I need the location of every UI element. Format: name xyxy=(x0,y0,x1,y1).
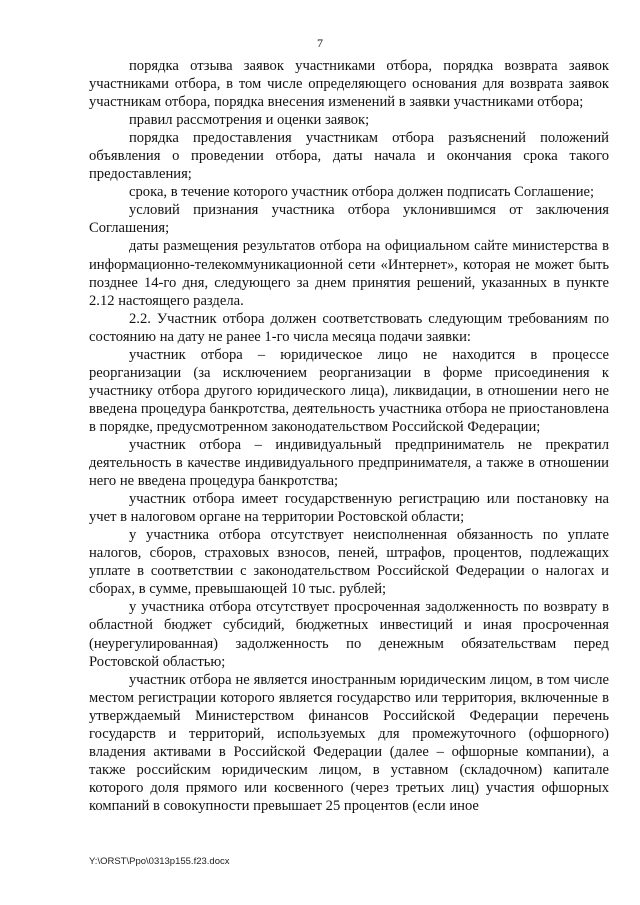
file-path-footer: Y:\ORST\Ppo\0313p155.f23.docx xyxy=(89,856,230,867)
paragraph: участник отбора – юридическое лицо не находится в процессе реорганизации (за исключением реорганизации в форме присоединения к участнику отбора другого юридического лица), ликвидации, в отношении него не введена процедура банкротства, деятельность участника отбора не приостановлена в порядке, предусмотренном законодательством Российской Федерации; xyxy=(89,346,609,435)
paragraph: порядка предоставления участникам отбора разъяснений положений объявления о проведении отбора, даты начала и окончания срока такого предоставления; xyxy=(89,130,609,183)
paragraph: срока, в течение которого участник отбора должен подписать Соглашение; xyxy=(129,184,595,201)
paragraph: у участника отбора отсутствует неисполненная обязанность по уплате налогов, сборов, страховых взносов, пеней, штрафов, процентов, подлежащих уплате в соответствии с законодательством Российской Федерации о налогах и сборах, в сумме, превышающей 10 тыс. рублей; xyxy=(89,527,609,598)
paragraph: участник отбора имеет государственную регистрацию или постановку на учет в налоговом органе на территории Ростовской области; xyxy=(89,491,609,526)
paragraph: у участника отбора отсутствует просроченная задолженность по возврату в областной бюджет субсидий, бюджетных инвестиций и иная просроченная (неурегулированная) задолженность по денежным обязательствам перед Ростовской областью; xyxy=(89,599,609,670)
paragraph: участник отбора не является иностранным юридическим лицом, в том числе местом регистрации которого является государство или территория, включенные в утверждаемый Министерством финансов Российской Федерации перечень государств и территорий, используемых для промежуточного (офшорного) владения активами в Российской Федерации (далее – офшорные компании), а также российским юридическим лицом, в уставном (складочном) капитале которого доля прямого или косвенного (через третьих лиц) участия офшорных компаний в совокупности превышает 25 процентов (если иное xyxy=(89,671,609,814)
page-number: 7 xyxy=(317,36,323,50)
document-body xyxy=(89,57,609,815)
paragraph: условий признания участника отбора уклонившимся от заключения Соглашения; xyxy=(89,202,609,237)
paragraph: участник отбора – индивидуальный предприниматель не прекратил деятельность в качестве индивидуального предпринимателя, а также в отношении него не введена процедура банкротства; xyxy=(89,436,609,490)
paragraph: даты размещения результатов отбора на официальном сайте министерства в информационно-телекоммуникационной сети «Интернет», которая не может быть позднее 14-го дня, следующего за днем принятия решений, указанных в пункте 2.12 настоящего раздела. xyxy=(89,238,609,309)
paragraph: 2.2. Участник отбора должен соответствовать следующим требованиям по состоянию на дату не ранее 1-го числа месяца подачи заявки: xyxy=(89,310,609,345)
paragraph: порядка отзыва заявок участниками отбора, порядка возврата заявок участниками отбора, в том числе определяющего основания для возврата заявок участникам отбора, порядка внесения изменений в заявки участниками отбора; xyxy=(89,58,609,111)
paragraph: правил рассмотрения и оценки заявок; xyxy=(129,112,370,129)
